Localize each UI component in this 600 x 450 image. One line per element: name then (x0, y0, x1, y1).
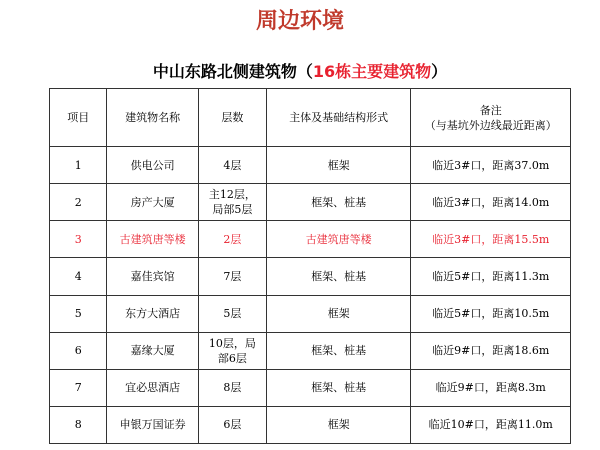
cell-floors: 4层 (198, 147, 266, 184)
cell-note: 临近9#口，距离18.6m (411, 332, 571, 369)
cell-name: 房产大厦 (107, 184, 198, 221)
cell-structure: 框架 (266, 295, 411, 332)
table-row (50, 258, 571, 295)
cell-floors: 6层 (198, 406, 266, 443)
buildings-table (49, 88, 571, 444)
cell-no: 3 (50, 221, 107, 258)
cell-structure: 框架、桩基 (266, 258, 411, 295)
table-row (50, 184, 571, 221)
cell-floors: 5层 (198, 295, 266, 332)
cell-name: 嘉缘大厦 (107, 332, 198, 369)
cell-no: 8 (50, 406, 107, 443)
table-row (50, 147, 571, 184)
cell-no: 6 (50, 332, 107, 369)
cell-structure: 框架 (266, 147, 411, 184)
header-name: 建筑物名称 (107, 89, 198, 147)
header-note: 备注 （与基坑外边线最近距离） (411, 89, 571, 147)
page-title: 周边环境 (255, 8, 344, 34)
cell-floors: 主12层， 局部5层 (198, 184, 266, 221)
cell-structure: 框架、桩基 (266, 184, 411, 221)
table-header-row (50, 89, 571, 147)
cell-note: 临近3#口，距离15.5m (411, 221, 571, 258)
cell-floors: 7层 (198, 258, 266, 295)
subtitle-main: 中山东路北侧建筑物（ (152, 62, 313, 81)
cell-name: 申银万国证券 (107, 406, 198, 443)
subtitle-highlight: 16栋主要建筑物 (312, 62, 432, 81)
cell-floors: 2层 (198, 221, 266, 258)
cell-structure: 古建筑唐等楼 (266, 221, 411, 258)
header-floors: 层数 (198, 89, 266, 147)
table-row (50, 406, 571, 443)
table-row (50, 369, 571, 406)
table-row (50, 295, 571, 332)
cell-no: 4 (50, 258, 107, 295)
cell-no: 7 (50, 369, 107, 406)
table-subtitle (0, 58, 600, 86)
cell-structure: 框架、桩基 (266, 332, 411, 369)
cell-floors: 10层，局 部6层 (198, 332, 266, 369)
header-no: 项目 (50, 89, 107, 147)
table-row-highlighted (50, 221, 571, 258)
cell-no: 5 (50, 295, 107, 332)
cell-note: 临近9#口，距离8.3m (411, 369, 571, 406)
cell-name: 供电公司 (107, 147, 198, 184)
cell-structure: 框架、桩基 (266, 369, 411, 406)
header-structure: 主体及基础结构形式 (266, 89, 411, 147)
cell-note: 临近5#口，距离10.5m (411, 295, 571, 332)
cell-structure: 框架 (266, 406, 411, 443)
cell-note: 临近3#口，距离37.0m (411, 147, 571, 184)
cell-floors: 8层 (198, 369, 266, 406)
cell-note: 临近10#口，距离11.0m (411, 406, 571, 443)
cell-name: 东方大酒店 (107, 295, 198, 332)
cell-no: 1 (50, 147, 107, 184)
cell-name: 嘉佳宾馆 (107, 258, 198, 295)
cell-note: 临近3#口，距离14.0m (411, 184, 571, 221)
cell-note: 临近5#口，距离11.3m (411, 258, 571, 295)
cell-name: 宜必思酒店 (107, 369, 198, 406)
subtitle-end: ） (431, 62, 448, 81)
table-row (50, 332, 571, 369)
cell-name: 古建筑唐等楼 (107, 221, 198, 258)
cell-no: 2 (50, 184, 107, 221)
